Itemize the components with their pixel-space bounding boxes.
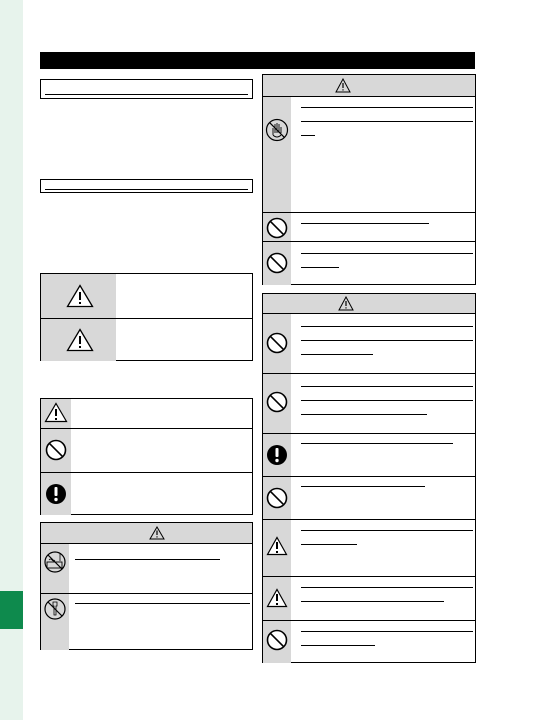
caution-table-header — [263, 294, 475, 314]
caution-icon-cell — [263, 434, 291, 476]
caution-icon-cell — [263, 520, 291, 576]
symbol-icon-cell — [41, 473, 71, 515]
legend-icon-cell — [41, 274, 116, 318]
caution-row — [263, 314, 475, 373]
text-rule — [301, 631, 473, 632]
warning-triangle-icon — [149, 526, 165, 540]
warning-icon-cell — [263, 213, 291, 241]
warning-row — [41, 544, 252, 593]
mandatory-action-icon — [45, 483, 67, 505]
sub-heading-box — [40, 179, 253, 193]
caution-row — [263, 620, 475, 663]
warning-icon-cell — [263, 242, 291, 285]
warning-row — [263, 241, 475, 285]
caution-icon-cell — [263, 374, 291, 433]
symbol-icon-cell — [41, 399, 71, 428]
text-rule — [301, 414, 427, 415]
prohibition-icon — [45, 439, 67, 461]
text-rule — [301, 223, 429, 224]
warning-triangle-icon — [335, 78, 351, 93]
prohibition-icon — [266, 217, 288, 239]
text-rule — [301, 601, 444, 602]
text-rule — [301, 645, 375, 646]
no-bath-use-icon — [44, 549, 66, 573]
legend-row-caution — [41, 318, 252, 361]
warning-icon-cell — [41, 594, 69, 650]
warning-row — [41, 593, 252, 650]
symbol-icon-cell — [41, 429, 71, 472]
text-rule — [301, 354, 373, 355]
text-rule — [301, 340, 473, 341]
text-rule — [301, 587, 473, 588]
text-rule — [301, 135, 315, 136]
text-rule — [301, 400, 473, 401]
caution-row — [263, 576, 475, 620]
prohibition-icon — [266, 391, 288, 413]
chapter-tab[interactable] — [0, 591, 23, 629]
do-not-touch-icon — [265, 118, 289, 142]
caution-triangle-icon — [66, 328, 94, 352]
warning-icon-cell — [263, 97, 291, 212]
symbol-key — [40, 398, 253, 515]
caution-triangle-icon — [266, 536, 288, 556]
text-rule — [75, 559, 220, 560]
text-rule — [301, 326, 473, 327]
hazard-legend — [40, 273, 253, 361]
prohibition-icon — [266, 252, 288, 274]
prohibition-icon — [266, 629, 288, 651]
text-rule — [301, 121, 473, 122]
warning-table-header — [41, 523, 252, 544]
prohibition-icon — [266, 332, 288, 354]
caution-row — [263, 373, 475, 433]
caution-icon-cell — [263, 621, 291, 663]
section-header-bar — [40, 52, 475, 69]
text-rule — [301, 443, 453, 444]
symbol-row — [41, 472, 252, 515]
warning-table-right — [262, 74, 476, 285]
legend-icon-cell — [41, 319, 116, 361]
text-rule — [301, 107, 473, 108]
text-rule — [301, 544, 357, 545]
warning-row — [263, 212, 475, 241]
text-rule — [301, 386, 473, 387]
caution-row — [263, 476, 475, 519]
no-disassembly-icon — [44, 597, 66, 621]
legend-row-warning — [41, 274, 252, 318]
warning-table-left — [40, 522, 253, 650]
text-rule — [301, 530, 473, 531]
prohibition-icon — [266, 487, 288, 509]
caution-row — [263, 433, 475, 476]
caution-triangle-icon — [266, 588, 288, 608]
intro-heading-box — [40, 79, 253, 99]
text-rule — [301, 486, 425, 487]
caution-table-right — [262, 293, 476, 663]
caution-row — [263, 519, 475, 576]
attention-triangle-icon — [44, 402, 68, 423]
warning-triangle-icon — [66, 284, 94, 308]
warning-table-header — [263, 75, 475, 97]
symbol-row — [41, 399, 252, 428]
caution-triangle-icon — [338, 296, 354, 311]
text-rule — [301, 267, 339, 268]
caution-icon-cell — [263, 477, 291, 519]
text-rule — [75, 603, 250, 604]
text-rule — [301, 253, 473, 254]
mandatory-action-icon — [266, 444, 288, 466]
warning-row — [263, 97, 475, 212]
caution-icon-cell — [263, 314, 291, 373]
caution-icon-cell — [263, 577, 291, 620]
warning-icon-cell — [41, 544, 69, 593]
symbol-row — [41, 428, 252, 472]
